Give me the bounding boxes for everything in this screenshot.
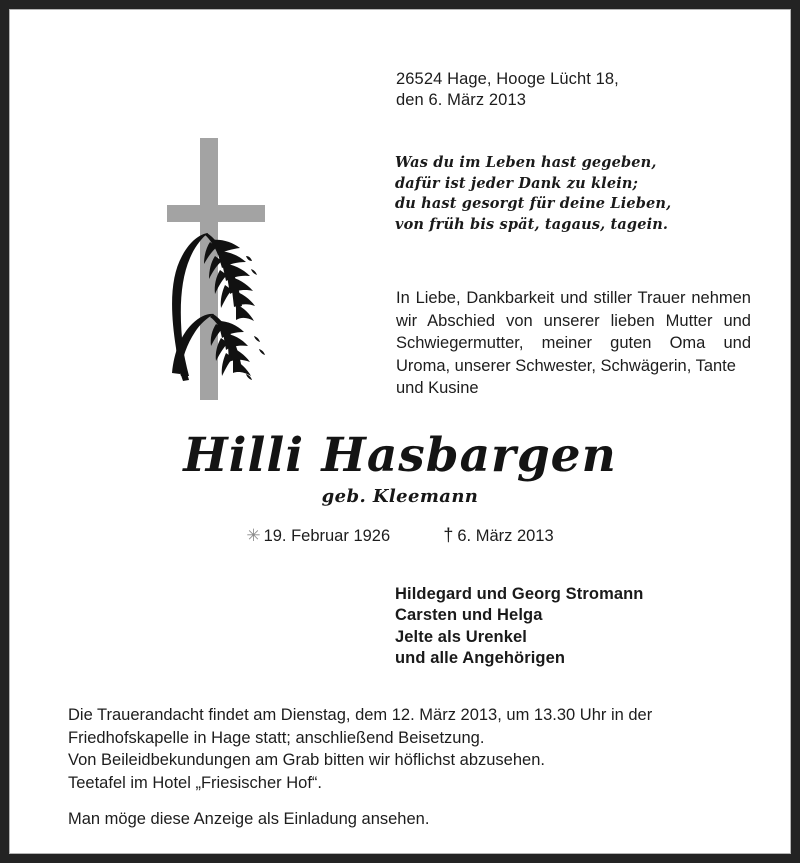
service-paragraph-condolences: Von Beileidbekundungen am Grab bitten wir höflichst abzusehen. bbox=[68, 751, 545, 769]
notice-sheet bbox=[10, 10, 790, 853]
tribute-paragraph: In Liebe, Dankbarkeit und stiller Trauer nehmen wir Abschied von unserer lieben Mutter und Schwiegermutter, meiner guten Oma und Uroma, unserer Schwester, Schwägerin, Tante bbox=[396, 289, 751, 375]
verse-line-3: du hast gesorgt für deine Lieben, bbox=[395, 195, 672, 213]
service-details bbox=[68, 704, 758, 831]
memorial-verse bbox=[395, 153, 715, 235]
address-line-2: den 6. März 2013 bbox=[396, 91, 527, 109]
tribute-last-line: und Kusine bbox=[396, 379, 479, 398]
survivor-line: Hildegard und Georg Stromann bbox=[395, 585, 644, 603]
address-line-1: 26524 Hage, Hooge Lücht 18, bbox=[396, 70, 619, 88]
service-paragraph-ceremony: Die Trauerandacht findet am Dienstag, dem 12. März 2013, um 13.30 Uhr in der Friedhofskapelle in Hage statt; anschließend Beisetzung. bbox=[68, 706, 653, 747]
maiden-name: geb. Kleemann bbox=[321, 486, 479, 507]
survivor-line: Carsten und Helga bbox=[395, 606, 543, 625]
survivors-list bbox=[395, 584, 735, 670]
verse-line-2: dafür ist jeder Dank zu klein; bbox=[395, 174, 639, 192]
verse-line-1: Was du im Leben hast gegeben, bbox=[395, 154, 657, 171]
death-cross-icon: † bbox=[443, 525, 454, 545]
wheat-stalks-icon bbox=[172, 233, 265, 381]
birth-date-item bbox=[246, 525, 390, 547]
deceased-name-block bbox=[10, 430, 790, 508]
deceased-name: Hilli Hasbargen bbox=[183, 428, 617, 483]
service-paragraph-reception: Teetafel im Hotel „Friesischer Hof“. bbox=[68, 773, 322, 792]
death-date-item bbox=[443, 524, 553, 547]
survivor-line: Jelte als Urenkel bbox=[395, 627, 527, 646]
survivor-line: und alle Angehörigen bbox=[395, 649, 566, 668]
death-date: 6. März 2013 bbox=[457, 527, 554, 545]
tribute-text bbox=[396, 287, 751, 400]
address-and-date bbox=[396, 69, 726, 111]
service-paragraph-invitation: Man möge diese Anzeige als Einladung ansehen. bbox=[68, 810, 430, 828]
verse-line-4: von früh bis spät, tagaus, tagein. bbox=[395, 215, 669, 233]
birth-star-icon: ✳ bbox=[246, 526, 261, 545]
birth-date: 19. Februar 1926 bbox=[263, 527, 391, 545]
life-dates bbox=[10, 524, 790, 547]
cross-with-wheat-emblem bbox=[150, 138, 280, 400]
